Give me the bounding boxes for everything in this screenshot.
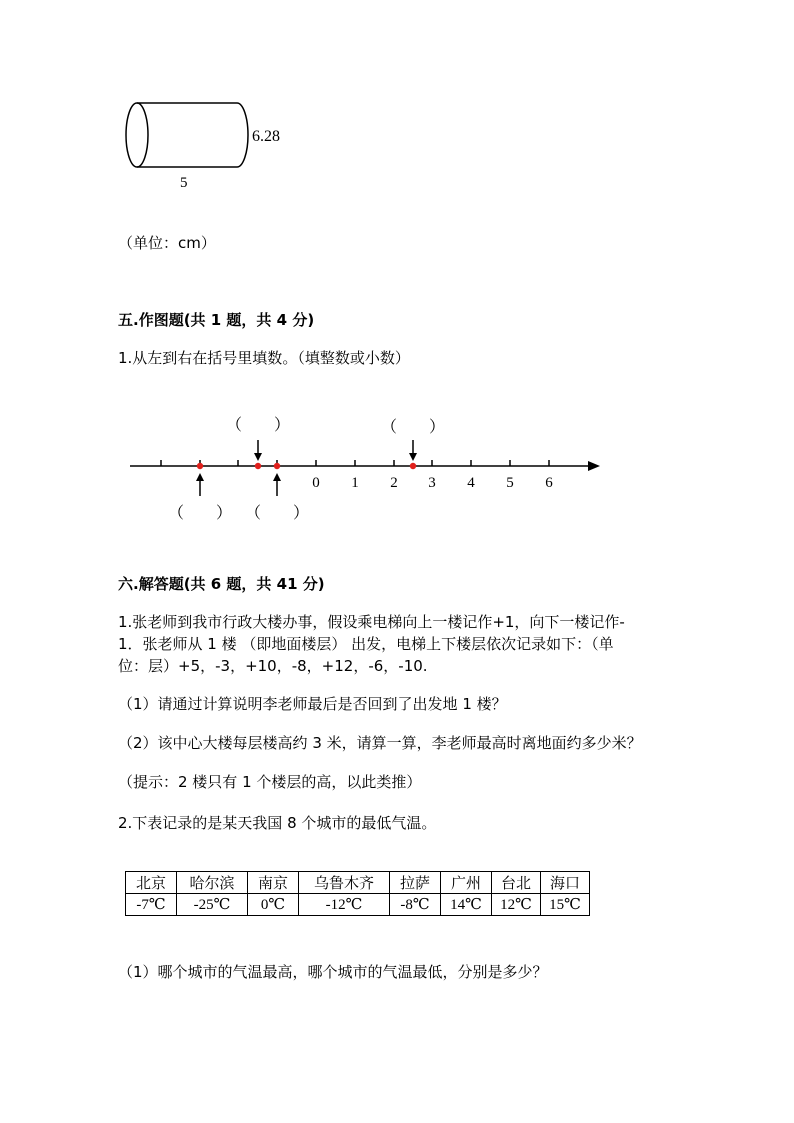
cylinder-left-face [126, 103, 148, 167]
marked-point [255, 463, 261, 469]
cylinder-right-face [237, 103, 248, 167]
table-cell: -12℃ [299, 894, 390, 916]
cylinder-length-label: 5 [180, 175, 188, 191]
section6-q1-sub2: （2）该中心大楼每层楼高约 3 米，请算一算，李老师最高时离地面约多少米？ [118, 734, 642, 752]
axis-arrow-icon [588, 461, 600, 471]
cylinder-figure [118, 95, 298, 195]
section5-q1: 1.从左到右在括号里填数。（填整数或小数） [118, 349, 410, 367]
table-cell: 北京 [126, 872, 177, 894]
marked-point [274, 463, 280, 469]
table-cell: -7℃ [126, 894, 177, 916]
section6-q1-line3: 位：层）+5，-3，+10，-8，+12，-6，-10. [118, 657, 428, 675]
table-cell: 12℃ [492, 894, 541, 916]
section6-q2-sub1: （1）哪个城市的气温最高，哪个城市的气温最低，分别是多少？ [118, 963, 548, 981]
table-cell: 广州 [441, 872, 492, 894]
table-cell: 南京 [248, 872, 299, 894]
table-cell: 15℃ [541, 894, 590, 916]
tick-label-4: 4 [467, 475, 475, 491]
section6-q1-line1: 1.张老师到我市行政大楼办事，假设乘电梯向上一楼记作+1，向下一楼记作- [118, 613, 625, 631]
table-cell: 海口 [541, 872, 590, 894]
table-cell: 哈尔滨 [177, 872, 248, 894]
tick-label-0: 0 [312, 475, 320, 491]
up-arrow-head [196, 473, 204, 481]
section6-q1-line2: 1．张老师从 1 楼 （即地面楼层） 出发，电梯上下楼层依次记录如下：（单 [118, 635, 614, 653]
table-cell: 乌鲁木齐 [299, 872, 390, 894]
down-arrow-head [254, 453, 262, 461]
table-row-cities [126, 872, 590, 894]
tick-label-2: 2 [390, 475, 398, 491]
temperature-table [125, 871, 590, 916]
marked-point [197, 463, 203, 469]
tick-label-6: 6 [545, 475, 553, 491]
marked-point [410, 463, 416, 469]
tick-label-1: 1 [351, 475, 359, 491]
unit-note: （单位：cm） [118, 234, 216, 252]
tick-label-5: 5 [506, 475, 514, 491]
answer-blank[interactable]: （ ） [380, 419, 446, 436]
tick-label-3: 3 [428, 475, 436, 491]
table-cell: 14℃ [441, 894, 492, 916]
table-cell: -8℃ [390, 894, 441, 916]
section6-title: 六.解答题(共 6 题，共 41 分) [118, 575, 325, 593]
section5-title: 五.作图题(共 1 题，共 4 分) [118, 311, 315, 329]
section6-q2-intro: 2.下表记录的是某天我国 8 个城市的最低气温。 [118, 814, 437, 832]
answer-blank[interactable]: （ ） [167, 505, 233, 522]
number-line [120, 408, 620, 528]
table-cell: -25℃ [177, 894, 248, 916]
cylinder-height-label: 6.28 [252, 128, 280, 145]
table-row-temps [126, 894, 590, 916]
answer-blank[interactable]: （ ） [225, 417, 291, 434]
up-arrow-head [273, 473, 281, 481]
section6-q1-hint: （提示：2 楼只有 1 个楼层的高，以此类推） [118, 773, 422, 791]
table-cell: 拉萨 [390, 872, 441, 894]
table-cell: 0℃ [248, 894, 299, 916]
down-arrow-head [409, 453, 417, 461]
section6-q1-sub1: （1）请通过计算说明李老师最后是否回到了出发地 1 楼？ [118, 695, 507, 713]
answer-blank[interactable]: （ ） [244, 505, 310, 522]
table-cell: 台北 [492, 872, 541, 894]
